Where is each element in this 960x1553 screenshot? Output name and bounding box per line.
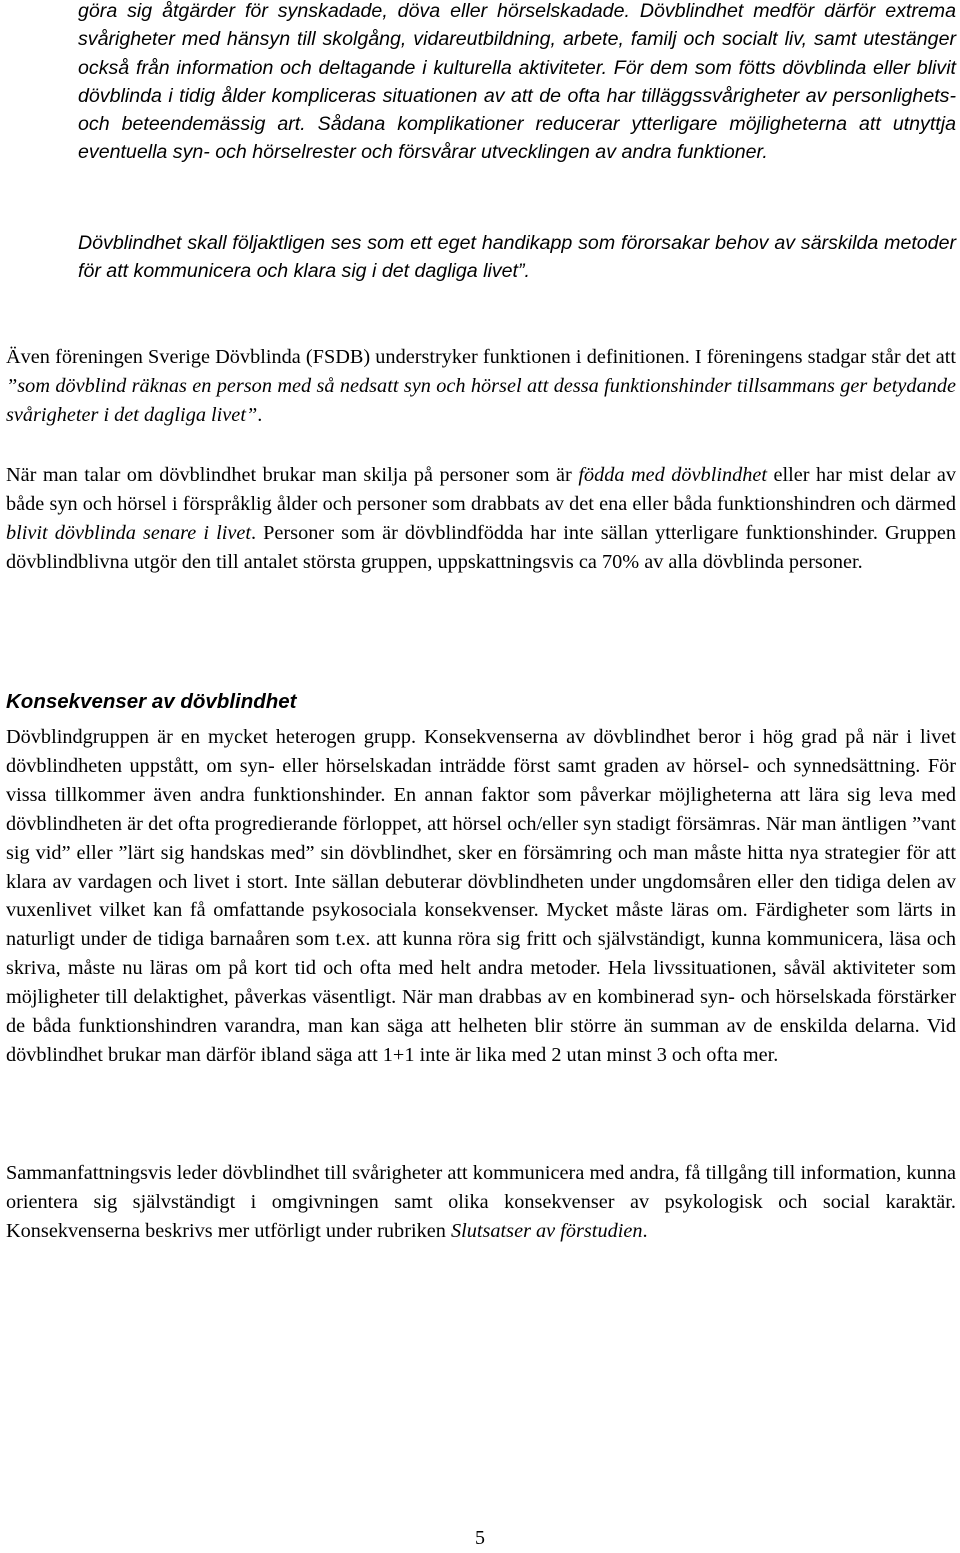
- groups-text-e: . Personer som är dövblindfödda har inte sällan ytterligare funktionshinder. Gruppen dövblindblivna utgör den till antalet största gruppen, uppskattningsvis ca 70% av alla dövblinda personer.: [6, 521, 956, 573]
- fsdb-quote-text: ”som dövblind räknas en person med så nedsatt syn och hörsel att dessa funktionshinder tillsammans ger betydande svårigheter i det dagliga livet”: [6, 374, 956, 426]
- groups-text-a: När man talar om dövblindhet brukar man skilja på personer som är: [6, 464, 579, 486]
- page-number: 5: [475, 1527, 485, 1549]
- summary-tail: .: [642, 1219, 648, 1242]
- groups-text-c: eller har mist delar av både syn och hörsel i förspråklig ålder och personer som drabbats av det ena eller båda funktionshindren och därmed: [6, 464, 956, 515]
- summary-text: Sammanfattningsvis leder dövblindhet till svårigheter att kommunicera med andra, få tillgång till information, kunna orientera sig självständigt i omgivningen samt olika konsekvenser av psykologisk och social karaktär. Konsekvenserna beskrivs mer utförligt under rubriken: [6, 1162, 956, 1242]
- groups-text-later: blivit dövblinda senare i livet: [6, 521, 251, 544]
- summary-paragraph: [6, 1159, 956, 1246]
- fsdb-definition-paragraph: [6, 343, 956, 430]
- section-heading: Konsekvenser av dövblindhet: [6, 690, 297, 713]
- summary-reference: Slutsatser av förstudien: [450, 1219, 643, 1242]
- deafblind-groups-paragraph: [6, 461, 956, 577]
- quoted-definition-paragraph: göra sig åtgärder för synskadade, döva eller hörselskadade. Dövblindhet medför därför extrema svårigheter med hänsyn till skolgång, vidareutbildning, arbete, familj och socialt liv, samt utestänger också från information och deltagande i kulturella aktiviteter. För dem som fötts dövblinda eller blivit dövblinda i tidig ålder kompliceras situationen av att de ofta har tilläggssvårigheter av personlighets- och beteendemässig art. Sådana komplikationer reducerar ytterligare möjligheterna att utnyttja eventuella syn- och hörselrester och försvårar utvecklingen av andra funktioner.: [78, 0, 956, 164]
- quoted-definition-conclusion: Dövblindhet skall följaktligen ses som ett eget handikapp som förorsakar behov av särskilda metoder för att kommunicera och klara sig i det dagliga livet”.: [78, 232, 956, 283]
- consequences-paragraph: Dövblindgruppen är en mycket heterogen grupp. Konsekvenserna av dövblindhet beror i hög grad på när i livet dövblindheten uppstått, om syn- eller hörselskadan inträdde först samt graden av hörsel- och synnedsättning. För vissa tillkommer även andra funktionshinder. En annan faktor som påverkar möjligheterna att lära sig leva med dövblindheten är det ofta progredierande förloppet, att hörsel och/eller syn stadigt försämras. När man äntligen ”vant sig vid” eller ”lärt sig handskas med” sin dövblindhet, sker en försämring och man måste hitta nya strategier för att klara av vardagen och livet i stort. Inte sällan debuterar dövblindheten under ungdomsåren eller den tidiga delen av vuxenlivet vilket kan få omfattande psykosociala konsekvenser. Mycket måste läras om. Färdigheter som lärts in naturligt under de tidiga barnaåren som t.ex. att kunna röra sig fritt och självständigt, kunna kommunicera, läsa och skriva, måste nu läras om på kort tid och ofta med helt andra metoder. Hela livssituationen, såväl aktiviteter som möjligheter till delaktighet, påverkas väsentligt. När man drabbas av en kombinerad syn- och hörselskada förstärker de båda funktionshindren varandra, man kan säga att helheten blir större än summan av de enskilda delarna. Vid dövblindhet brukar man därför ibland säga att 1+1 inte är lika med 2 utan minst 3 och ofta mer.: [6, 726, 956, 1066]
- groups-text-born: födda med dövblindhet: [578, 464, 768, 486]
- fsdb-lead-text: Även föreningen Sverige Dövblinda (FSDB) understryker funktionen i definitionen. I föreningens stadgar står det att: [6, 346, 956, 368]
- fsdb-tail-text: .: [257, 403, 263, 426]
